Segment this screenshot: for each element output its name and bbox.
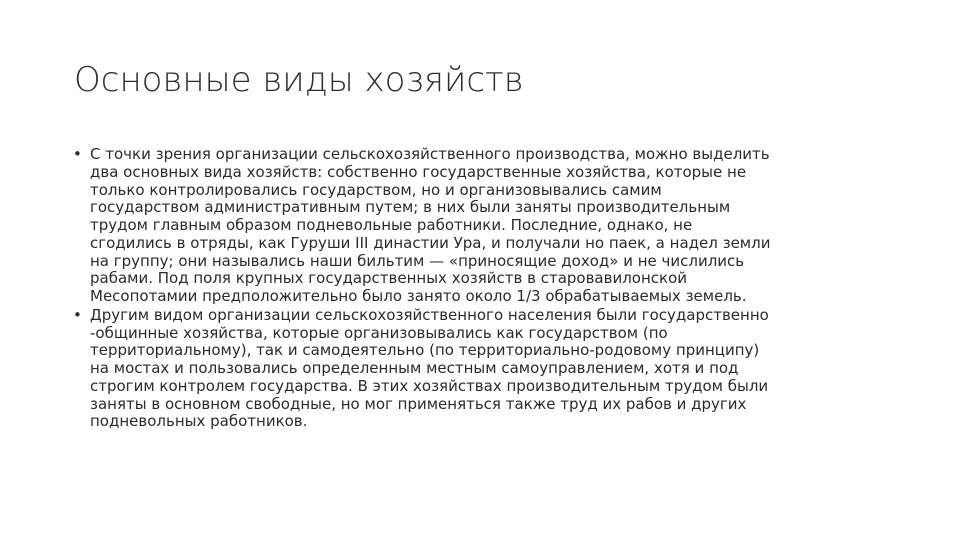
text-line: два основных вида хозяйств: собственно государственные хозяйства, которые не — [90, 162, 747, 181]
text-line: рабами. Под поля крупных государственных хозяйств в старовавилонской — [90, 269, 688, 288]
text-line: подневольных работников. — [90, 412, 308, 431]
text-line: государством административным путем; в них были заняты производительным — [90, 198, 731, 217]
bullet-item-2 — [72, 307, 902, 431]
bullet-icon: • — [73, 145, 82, 163]
text-line: Месопотамии предположительно было занято около 1/3 обрабатываемых земель. — [90, 287, 747, 305]
text-line: С точки зрения организации сельскохозяйственного производства, можно выделить — [90, 145, 770, 163]
text-line: Другим видом организации сельскохозяйственного населения были государственно — [90, 305, 769, 324]
text-line: трудом главным образом подневольные работники. Последние, однако, не — [90, 216, 693, 234]
text-line: -общинные хозяйства, которые организовывались как государством (по — [90, 323, 668, 342]
text-line: только контролировались государством, но и организовывались самим — [90, 180, 662, 199]
text-line: сгодились в отряды, как Гуруши III династии Ура, и получали но паек, а надел земли — [90, 233, 771, 252]
bullet-list — [72, 146, 902, 431]
text-line: заняты в основном свободные, но мог применяться также труд их рабов и других — [90, 394, 747, 413]
text-line: строгим контролем государства. В этих хозяйствах производительным трудом были — [90, 376, 769, 395]
slide-title: Основные виды хозяйств — [74, 60, 524, 100]
text-line: на группу; они назывались наши бильтим — «приносящие доход» и не числились — [90, 251, 745, 270]
bullet-icon: • — [73, 305, 82, 324]
bullet-item-1 — [72, 146, 902, 306]
text-line: территориальному), так и самодеятельно (по территориально-родовому принципу) — [90, 341, 760, 360]
text-line: на мостах и пользовались определенным местным самоуправлением, хотя и под — [90, 359, 739, 377]
